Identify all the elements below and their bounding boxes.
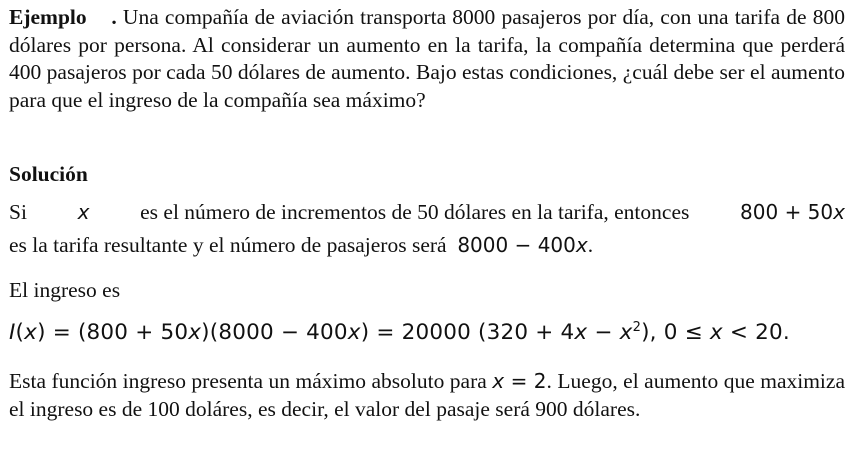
conclusion-paragraph: [9, 368, 845, 423]
eq-part-6: ), 0 ≤: [641, 320, 710, 345]
solution-line-2-pre: es la tarifa resultante y el número de pasajeros será: [9, 233, 447, 257]
conclusion-equation: [492, 369, 546, 393]
ingreso-label: El ingreso es: [9, 278, 121, 302]
solution-line-1-pre: Si: [9, 200, 27, 224]
example-paragraph: [9, 4, 845, 114]
solution-line-2-end: .: [587, 233, 594, 257]
eq-x-2: x: [188, 320, 202, 345]
tarifa-expression-x: x: [833, 200, 845, 224]
eq-x-1: x: [24, 320, 38, 345]
conclusion-x: x: [492, 369, 505, 393]
example-title: Ejemplo: [9, 5, 87, 29]
example-text: Una compañía de aviación transporta 8000 pasajeros por día, con una tarifa de 800 dólares por persona. Al considerar un aumento en la tarifa, la compañía determina que perderá 400 pasajeros por cada 50 dólares de aumento. Bajo estas condiciones, ¿cuál debe ser el aumento para que el ingreso de la compañía sea máximo?: [9, 5, 846, 112]
eq-part-3: )(8000 − 400: [201, 320, 348, 345]
eq-part-4: ) = 20000 (320 + 4: [360, 320, 575, 345]
conclusion-post: . Luego, el aumento que maximiza el ingreso es de 100 doláres, es decir, el valor del pasaje será 900 dólares.: [9, 369, 845, 421]
solution-line-2: [9, 233, 593, 258]
conclusion-value: = 2: [504, 369, 547, 393]
tarifa-expression: [740, 200, 845, 224]
solution-title: Solución: [9, 162, 88, 186]
pasajeros-expression: [457, 233, 587, 257]
solution-line-1-mid: es el número de incrementos de 50 dólares en la tarifa, entonces: [140, 200, 690, 224]
eq-x-5: x: [619, 320, 633, 345]
eq-x-4: x: [574, 320, 588, 345]
eq-function-name: I: [9, 320, 16, 345]
eq-part-1: (: [15, 320, 25, 345]
pasajeros-expression-x: x: [575, 233, 588, 257]
eq-exponent: 2: [632, 320, 642, 335]
eq-part-5: −: [587, 320, 620, 345]
eq-part-7: < 20.: [722, 320, 790, 345]
income-equation: [9, 320, 790, 345]
variable-x: x: [77, 200, 90, 224]
pasajeros-expression-number: 8000 − 400: [457, 233, 576, 257]
tarifa-expression-number: 800 + 50: [740, 200, 834, 224]
eq-part-2: ) = (800 + 50: [37, 320, 189, 345]
example-title-dot: .: [111, 5, 117, 29]
solution-line-1: [9, 200, 845, 225]
eq-x-3: x: [347, 320, 361, 345]
eq-x-6: x: [709, 320, 723, 345]
conclusion-pre: Esta función ingreso presenta un máximo absoluto para: [9, 369, 487, 393]
